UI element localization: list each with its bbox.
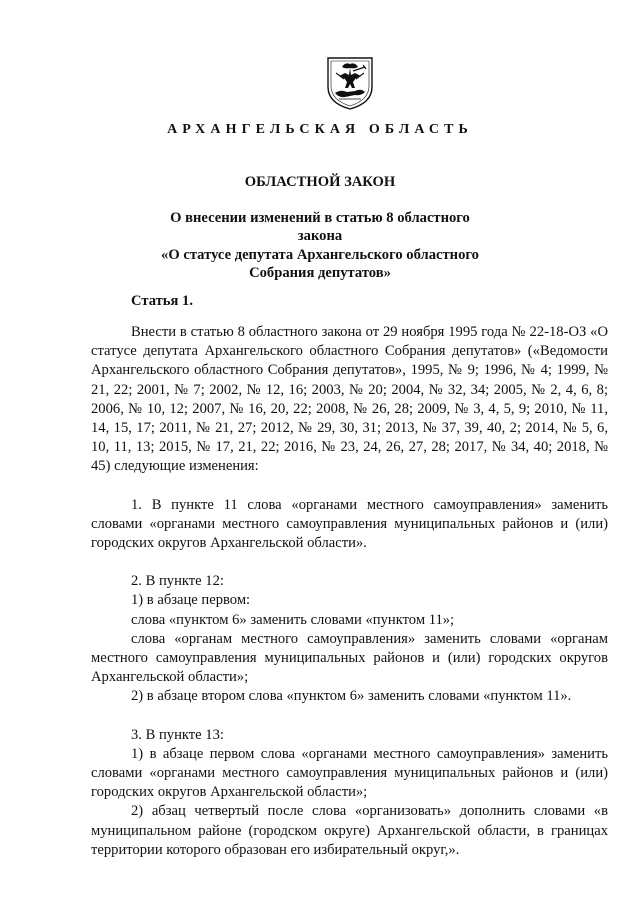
article-paragraph: слова «органам местного самоуправления» заменить словами «органам местного самоуправления муниципальных районов и (или) городских округов Архангельской области»; <box>91 630 608 686</box>
region-name: АРХАНГЕЛЬСКАЯ ОБЛАСТЬ <box>167 122 473 137</box>
article-paragraph: 3. В пункте 13: <box>131 726 224 743</box>
law-title-line-2: «О статусе депутата Архангельского областного Собрания депутатов» <box>161 246 479 282</box>
article-paragraph: 1. В пункте 11 слова «органами местного самоуправления» заменить словами «органами местного самоуправления муниципальных районов и (или) городских округов Архангельской области». <box>91 496 608 552</box>
article-body <box>91 323 608 860</box>
article-heading: Статья 1. <box>131 293 193 309</box>
article-paragraph: 1) в абзаце первом: <box>131 592 251 609</box>
law-type-heading: ОБЛАСТНОЙ ЗАКОН <box>244 174 396 190</box>
article-paragraph: 2) абзац четвертый после слова «организовать» дополнить словами «в муниципальном районе (городском округе) Архангельской области, в границах территории которого образован его избирательный округ,». <box>91 803 608 858</box>
law-title-line-1: О внесении изменений в статью 8 областного закона <box>170 210 470 245</box>
article-paragraph: 2) в абзаце втором слова «пунктом 6» заменить словами «пунктом 11». <box>131 688 572 705</box>
article-paragraph: 2. В пункте 12: <box>131 573 224 590</box>
law-title <box>150 209 490 283</box>
coat-of-arms-icon <box>325 55 375 111</box>
article-paragraph: слова «пунктом 6» заменить словами «пунктом 11»; <box>131 611 455 628</box>
article-paragraph: Внести в статью 8 областного закона от 29 ноября 1995 года № 22-18-ОЗ «О статусе депутата Архангельского областного Собрания депутатов» («Ведомости Архангельского областного Собрания депутатов», 1995, № 9; 1996, № 4; 1999, № 21, 22; 2001, № 7; 2002, № 12, 16; 2003, № 20; 2004, № 32, 34; 2005, № 2, 4, 6, 8; 2006, № 10, 12; 2007, № 16, 20, 22; 2008, № 26, 28; 2009, № 3, 4, 5, 9; 2010, № 11, 14, 15, 17; 2011, № 21, 27; 2012, № 29, 30, 31; 2013, № 37, 39, 40, 2; 2014, № 5, 6, 10, 11, 13; 2015, № 17, 21, 22; 2016, № 23, 24, 26, 27, 28; 2017, № 34, 40; 2018, № 45) следующие изменения: <box>91 324 608 475</box>
article-paragraph: 1) в абзаце первом слова «органами местного самоуправления» заменить словами «органами местного самоуправления муниципальных районов и (или) городских округов Архангельской области»; <box>91 745 608 801</box>
